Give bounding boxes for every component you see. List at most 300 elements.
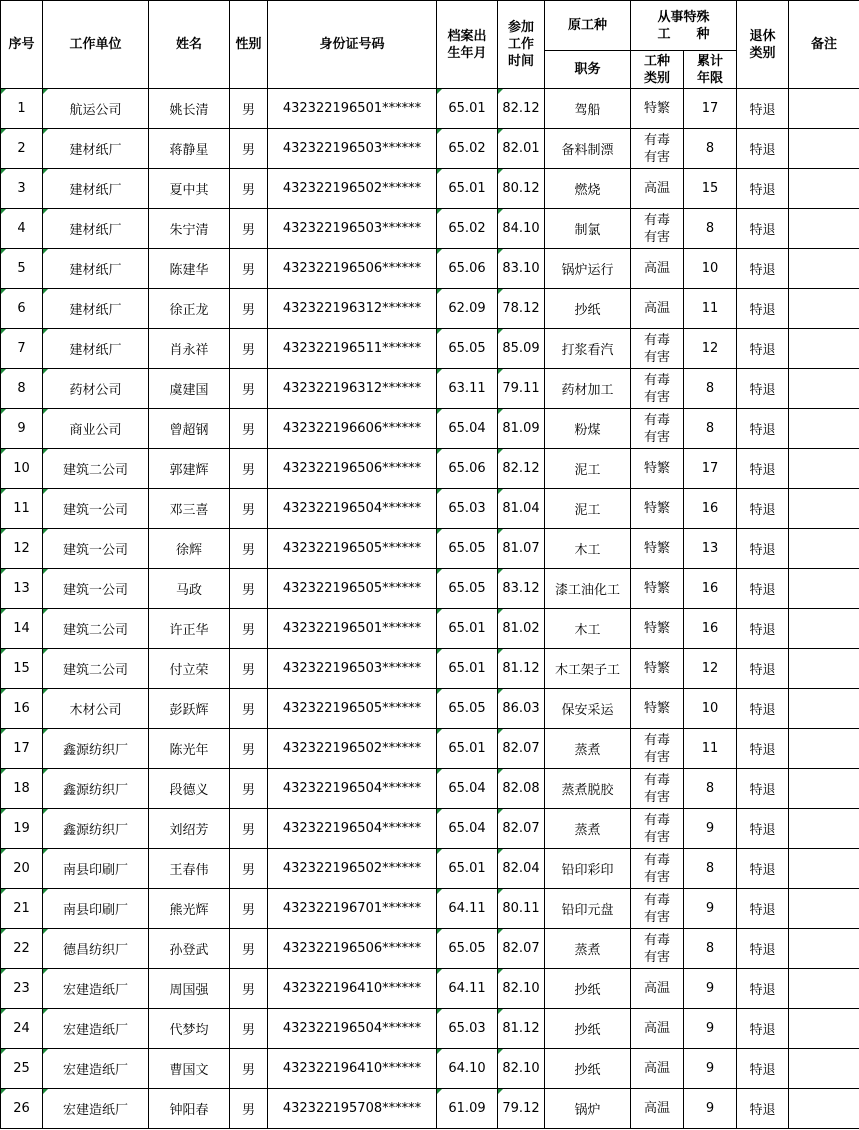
cell-retire: 特退 [737,609,789,649]
cell-retire: 特退 [737,1009,789,1049]
header-birth-line1: 档案出 [447,28,487,44]
header-years-line1: 累计 [697,53,724,69]
cell-id: 432322196503****** [268,209,437,249]
table-row [1,969,859,1009]
cell-name: 蒋静星 [149,129,230,169]
cell-id: 432322196504****** [268,809,437,849]
cell-gender: 男 [230,529,268,569]
cell-seq: 16 [1,689,43,729]
cell-years: 9 [684,889,737,929]
table-row [1,1049,859,1089]
cell-name: 肖永祥 [149,329,230,369]
cell-type [631,329,684,369]
cell-unit: 宏建造纸厂 [43,969,149,1009]
cell-type [631,249,684,289]
cell-type-line: 高温 [643,261,670,276]
table-row [1,249,859,289]
cell-id: 432322196502****** [268,169,437,209]
cell-retire: 特退 [737,329,789,369]
cell-unit: 南县印刷厂 [43,889,149,929]
cell-type-line: 高温 [643,981,670,996]
cell-unit: 建材纸厂 [43,329,149,369]
cell-id: 432322196410****** [268,1049,437,1089]
cell-birth: 65.04 [437,809,498,849]
cell-work: 80.11 [498,889,545,929]
cell-type-line: 特繁 [643,541,670,556]
cell-work: 82.08 [498,769,545,809]
cell-type-line: 特繁 [643,461,670,476]
header-id: 身份证号码 [268,1,437,89]
cell-birth: 65.04 [437,769,498,809]
cell-gender: 男 [230,689,268,729]
cell-unit: 宏建造纸厂 [43,1089,149,1129]
cell-type-line: 有害 [643,909,670,925]
cell-retire: 特退 [737,969,789,1009]
cell-birth: 64.10 [437,1049,498,1089]
header-special-line1: 从事特殊 [657,9,710,25]
cell-gender: 男 [230,329,268,369]
cell-years: 16 [684,609,737,649]
cell-retire: 特退 [737,129,789,169]
cell-seq: 26 [1,1089,43,1129]
cell-remark [789,569,859,609]
cell-type-line: 有毒 [643,132,670,148]
cell-type-line: 高温 [643,1101,670,1116]
cell-type-line: 高温 [643,301,670,316]
cell-type-line: 有害 [643,749,670,765]
cell-gender: 男 [230,489,268,529]
cell-type [631,569,684,609]
cell-retire: 特退 [737,89,789,129]
cell-name: 付立荣 [149,649,230,689]
cell-years: 9 [684,969,737,1009]
header-birth [437,1,498,89]
cell-years: 11 [684,729,737,769]
cell-id: 432322196410****** [268,969,437,1009]
cell-years: 9 [684,1049,737,1089]
cell-retire: 特退 [737,569,789,609]
cell-birth: 65.02 [437,209,498,249]
cell-birth: 65.03 [437,1009,498,1049]
cell-id: 432322196501****** [268,609,437,649]
cell-remark [789,329,859,369]
cell-unit: 航运公司 [43,89,149,129]
cell-type [631,769,684,809]
cell-name: 钟阳春 [149,1089,230,1129]
table-row [1,449,859,489]
cell-post: 打浆看汽 [545,329,631,369]
cell-work: 86.03 [498,689,545,729]
table-row [1,1009,859,1049]
cell-retire: 特退 [737,289,789,329]
cell-gender: 男 [230,809,268,849]
cell-work: 82.04 [498,849,545,889]
cell-retire: 特退 [737,809,789,849]
cell-seq: 9 [1,409,43,449]
cell-type [631,729,684,769]
cell-retire: 特退 [737,529,789,569]
cell-id: 432322196506****** [268,249,437,289]
cell-years: 8 [684,769,737,809]
cell-post: 蒸煮 [545,929,631,969]
cell-remark [789,769,859,809]
cell-remark [789,289,859,329]
cell-name: 郭建辉 [149,449,230,489]
cell-unit: 建材纸厂 [43,209,149,249]
header-retire-line2: 类别 [749,45,776,61]
cell-years: 13 [684,529,737,569]
cell-retire: 特退 [737,689,789,729]
cell-gender: 男 [230,409,268,449]
cell-type-line: 有害 [643,829,670,845]
cell-gender: 男 [230,1089,268,1129]
cell-unit: 鑫源纺织厂 [43,809,149,849]
cell-type [631,1089,684,1129]
cell-remark [789,689,859,729]
cell-post: 锅炉 [545,1089,631,1129]
cell-type [631,849,684,889]
header-retire [737,1,789,89]
cell-unit: 建材纸厂 [43,289,149,329]
cell-seq: 22 [1,929,43,969]
cell-post: 蒸煮 [545,809,631,849]
cell-type-line: 有毒 [643,412,670,428]
cell-name: 段德义 [149,769,230,809]
cell-years: 8 [684,209,737,249]
cell-work: 83.10 [498,249,545,289]
cell-id: 432322196511****** [268,329,437,369]
cell-type-line: 有害 [643,869,670,885]
cell-post: 药材加工 [545,369,631,409]
header-work-line2: 工作 [507,37,534,52]
cell-unit: 建筑一公司 [43,529,149,569]
cell-name: 曾超钢 [149,409,230,449]
cell-years: 8 [684,929,737,969]
cell-work: 82.07 [498,929,545,969]
table-row [1,609,859,649]
cell-gender: 男 [230,369,268,409]
cell-birth: 65.06 [437,449,498,489]
cell-type [631,969,684,1009]
cell-id: 432322196502****** [268,729,437,769]
cell-type-line: 特繁 [643,701,670,716]
cell-retire: 特退 [737,449,789,489]
cell-years: 16 [684,489,737,529]
cell-seq: 8 [1,369,43,409]
cell-work: 81.12 [498,649,545,689]
cell-type-line: 特繁 [643,661,670,676]
cell-seq: 15 [1,649,43,689]
cell-seq: 23 [1,969,43,1009]
cell-type [631,529,684,569]
table-row [1,729,859,769]
cell-birth: 64.11 [437,889,498,929]
table-row [1,489,859,529]
cell-remark [789,889,859,929]
cell-type [631,169,684,209]
table-row [1,529,859,569]
header-years-line2: 年限 [697,70,724,86]
cell-post: 泥工 [545,489,631,529]
cell-id: 432322196504****** [268,769,437,809]
cell-seq: 19 [1,809,43,849]
cell-id: 432322196701****** [268,889,437,929]
cell-birth: 65.05 [437,569,498,609]
cell-remark [789,649,859,689]
cell-birth: 65.03 [437,489,498,529]
cell-post: 蒸煮脱胶 [545,769,631,809]
cell-post: 抄纸 [545,969,631,1009]
table-row [1,369,859,409]
cell-name: 彭跃辉 [149,689,230,729]
cell-gender: 男 [230,89,268,129]
cell-name: 孙登武 [149,929,230,969]
cell-gender: 男 [230,289,268,329]
cell-birth: 65.02 [437,129,498,169]
cell-birth: 65.05 [437,529,498,569]
cell-years: 15 [684,169,737,209]
cell-name: 徐辉 [149,529,230,569]
cell-name: 姚长清 [149,89,230,129]
cell-remark [789,969,859,1009]
cell-work: 80.12 [498,169,545,209]
table-row [1,329,859,369]
cell-post: 泥工 [545,449,631,489]
cell-type-line: 特繁 [643,101,670,116]
cell-gender: 男 [230,169,268,209]
cell-id: 432322196504****** [268,489,437,529]
cell-seq: 4 [1,209,43,249]
cell-work: 82.01 [498,129,545,169]
cell-type-line: 特繁 [643,621,670,636]
cell-type [631,369,684,409]
cell-id: 432322195708****** [268,1089,437,1129]
header-type-line1: 工种 [643,53,670,69]
cell-post: 备料制漂 [545,129,631,169]
cell-work: 84.10 [498,209,545,249]
cell-type [631,129,684,169]
cell-type [631,209,684,249]
cell-type-line: 有害 [643,149,670,165]
cell-seq: 12 [1,529,43,569]
cell-gender: 男 [230,609,268,649]
cell-birth: 65.01 [437,89,498,129]
cell-gender: 男 [230,729,268,769]
cell-name: 徐正龙 [149,289,230,329]
cell-gender: 男 [230,969,268,1009]
cell-gender: 男 [230,569,268,609]
cell-years: 11 [684,289,737,329]
table-row [1,129,859,169]
cell-type-line: 有害 [643,389,670,405]
header-remark: 备注 [789,1,859,89]
cell-post: 制氯 [545,209,631,249]
cell-name: 代梦均 [149,1009,230,1049]
header-years [684,51,737,89]
cell-post: 木工 [545,609,631,649]
cell-work: 81.07 [498,529,545,569]
cell-work: 82.10 [498,969,545,1009]
cell-birth: 65.04 [437,409,498,449]
cell-birth: 65.05 [437,689,498,729]
cell-seq: 17 [1,729,43,769]
cell-seq: 2 [1,129,43,169]
cell-name: 虞建国 [149,369,230,409]
cell-unit: 宏建造纸厂 [43,1049,149,1089]
cell-seq: 21 [1,889,43,929]
cell-post: 木工 [545,529,631,569]
cell-post: 铅印元盘 [545,889,631,929]
cell-retire: 特退 [737,1089,789,1129]
cell-unit: 德昌纺织厂 [43,929,149,969]
header-unit: 工作单位 [43,1,149,89]
cell-post: 木工架子工 [545,649,631,689]
header-work-line1: 参加 [507,20,534,35]
cell-birth: 65.01 [437,729,498,769]
header-gender: 性别 [230,1,268,89]
cell-birth: 63.11 [437,369,498,409]
cell-type-line: 有害 [643,949,670,965]
cell-remark [789,169,859,209]
cell-name: 马政 [149,569,230,609]
cell-type [631,889,684,929]
cell-birth: 61.09 [437,1089,498,1129]
cell-work: 83.12 [498,569,545,609]
cell-name: 邓三喜 [149,489,230,529]
cell-post: 粉煤 [545,409,631,449]
cell-gender: 男 [230,929,268,969]
cell-id: 432322196506****** [268,449,437,489]
cell-type-line: 有毒 [643,892,670,908]
header-orig: 原工种 [545,1,631,51]
cell-type-line: 有毒 [643,772,670,788]
cell-type-line: 特繁 [643,501,670,516]
header-type-line2: 类别 [643,70,670,86]
cell-birth: 65.01 [437,169,498,209]
cell-remark [789,449,859,489]
cell-type [631,689,684,729]
cell-type-line: 有毒 [643,932,670,948]
cell-gender: 男 [230,769,268,809]
cell-years: 16 [684,569,737,609]
cell-name: 夏中其 [149,169,230,209]
cell-seq: 11 [1,489,43,529]
cell-remark [789,1009,859,1049]
cell-seq: 1 [1,89,43,129]
cell-retire: 特退 [737,489,789,529]
cell-type [631,809,684,849]
cell-years: 8 [684,369,737,409]
cell-seq: 24 [1,1009,43,1049]
cell-work: 82.07 [498,729,545,769]
cell-id: 432322196501****** [268,89,437,129]
cell-seq: 25 [1,1049,43,1089]
cell-remark [789,809,859,849]
cell-remark [789,489,859,529]
table-row [1,289,859,329]
cell-birth: 62.09 [437,289,498,329]
cell-type-line: 有毒 [643,212,670,228]
cell-retire: 特退 [737,889,789,929]
cell-unit: 宏建造纸厂 [43,1009,149,1049]
cell-id: 432322196505****** [268,689,437,729]
cell-years: 8 [684,849,737,889]
header-birth-line2: 生年月 [447,45,487,61]
cell-unit: 鑫源纺织厂 [43,769,149,809]
cell-years: 8 [684,409,737,449]
cell-retire: 特退 [737,169,789,209]
cell-remark [789,929,859,969]
cell-unit: 建筑二公司 [43,449,149,489]
cell-name: 陈光年 [149,729,230,769]
cell-post: 铅印彩印 [545,849,631,889]
header-seq: 序号 [1,1,43,89]
table-row [1,169,859,209]
cell-name: 周国强 [149,969,230,1009]
cell-id: 432322196503****** [268,129,437,169]
cell-name: 朱宁清 [149,209,230,249]
header-type [631,51,684,89]
cell-remark [789,609,859,649]
cell-work: 82.07 [498,809,545,849]
cell-remark [789,209,859,249]
cell-work: 81.09 [498,409,545,449]
cell-id: 432322196606****** [268,409,437,449]
cell-id: 432322196506****** [268,929,437,969]
cell-work: 79.12 [498,1089,545,1129]
cell-years: 9 [684,1009,737,1049]
cell-type-line: 有害 [643,789,670,805]
cell-work: 85.09 [498,329,545,369]
cell-post: 抄纸 [545,1049,631,1089]
cell-name: 曹国文 [149,1049,230,1089]
cell-type-line: 高温 [643,1021,670,1036]
cell-id: 432322196312****** [268,289,437,329]
cell-unit: 建筑二公司 [43,649,149,689]
cell-gender: 男 [230,889,268,929]
header-work [498,1,545,89]
cell-retire: 特退 [737,849,789,889]
cell-work: 78.12 [498,289,545,329]
cell-birth: 65.01 [437,609,498,649]
cell-type-line: 特繁 [643,581,670,596]
cell-seq: 20 [1,849,43,889]
cell-type-line: 有害 [643,349,670,365]
cell-work: 81.02 [498,609,545,649]
cell-work: 81.04 [498,489,545,529]
cell-birth: 65.06 [437,249,498,289]
cell-remark [789,1049,859,1089]
cell-post: 抄纸 [545,289,631,329]
cell-post: 锅炉运行 [545,249,631,289]
cell-name: 刘绍芳 [149,809,230,849]
cell-id: 432322196503****** [268,649,437,689]
cell-type [631,409,684,449]
cell-remark [789,1089,859,1129]
cell-unit: 药材公司 [43,369,149,409]
cell-type [631,1009,684,1049]
cell-seq: 3 [1,169,43,209]
cell-id: 432322196312****** [268,369,437,409]
cell-unit: 建筑一公司 [43,489,149,529]
cell-work: 79.11 [498,369,545,409]
table-row [1,209,859,249]
cell-unit: 建筑二公司 [43,609,149,649]
cell-type [631,929,684,969]
cell-post: 保安采运 [545,689,631,729]
header-special-line2: 工 种 [657,26,710,42]
cell-gender: 男 [230,1049,268,1089]
